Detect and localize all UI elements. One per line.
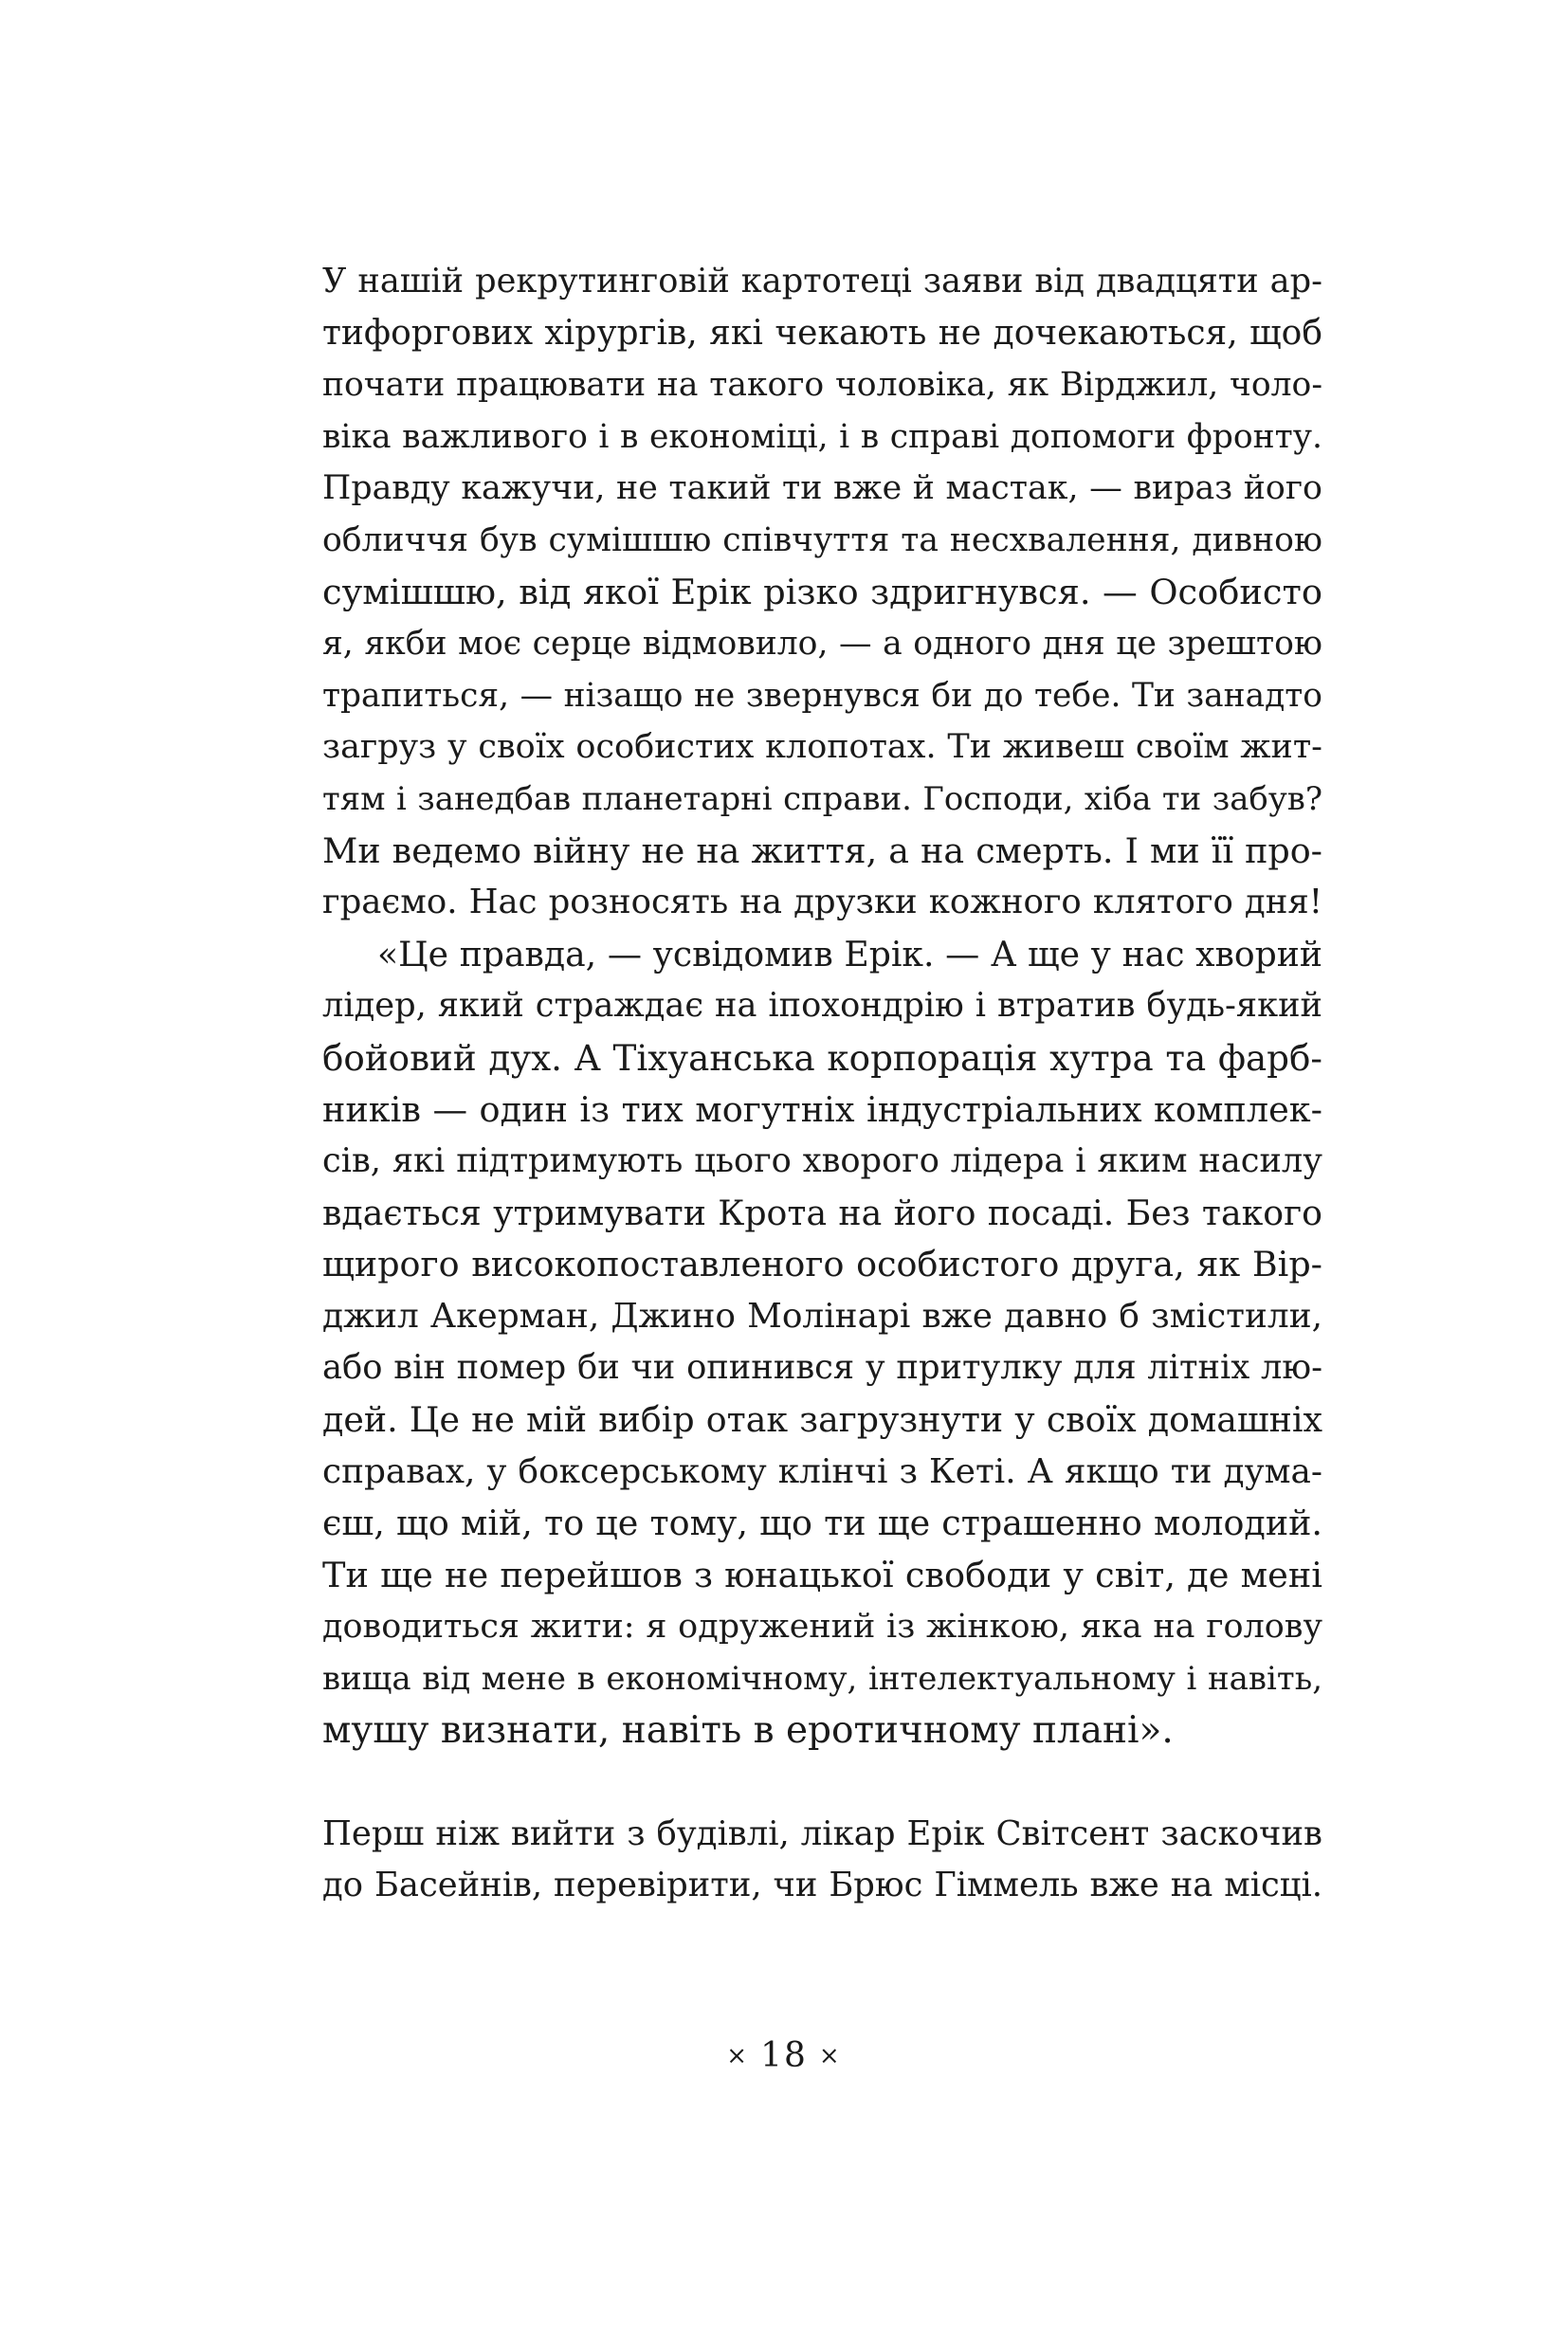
text-line: сумішшю, від якої Ерік різко здригнувся. — Особисто <box>322 571 1322 612</box>
text-line: джил Акерман, Джино Молінарі вже давно б змістили, <box>322 1296 1322 1336</box>
text-line: тям і занедбав планетарні справи. Господи, хіба ти забув? <box>322 779 1322 817</box>
text-line: «Це правда, — усвідомив Ерік. — А ще у нас хворий <box>377 933 1322 975</box>
text-line: ників — один із тих могутніх індустріальних комплек- <box>322 1088 1322 1130</box>
text-line: лідер, який страждає на іпохондрію і втратив будь-який <box>322 986 1322 1026</box>
paragraph-3 <box>322 1809 1322 1912</box>
text-line: тифоргових хірургів, які чекають не дочекаються, щоб <box>322 313 1322 353</box>
text-line: справах, у боксерському клінчі з Кеті. А якщо ти дума- <box>322 1451 1322 1491</box>
text-line: Перш ніж вийти з будівлі, лікар Ерік Світсент заскочив <box>322 1813 1322 1853</box>
paragraph-2 <box>322 929 1322 1758</box>
folio-ornament-left: × <box>726 2042 750 2070</box>
text-line: я, якби моє серце відмовило, — а одного дня це зрештою <box>322 625 1322 664</box>
text-line: вища від мене в економічному, інтелектуальному і навіть, <box>322 1660 1322 1699</box>
text-line: почати працювати на такого чоловіка, як Вірджил, чоло- <box>322 366 1322 405</box>
text-line: граємо. Нас розносять на друзки кожного клятого дня! <box>322 883 1322 922</box>
section-break <box>322 1757 1322 1809</box>
text-line: мушу визнати, навіть в еротичному плані». <box>322 1708 1174 1752</box>
text-line: бойовий дух. А Тіхуанська корпорація хутра та фарб- <box>322 1036 1322 1079</box>
text-line: єш, що мій, то це тому, що ти ще страшенно молодий. <box>322 1503 1322 1544</box>
text-line: Ти ще не перейшов з юнацької свободи у світ, де мені <box>322 1554 1322 1595</box>
text-line: трапиться, — нізащо не звернувся би до тебе. Ти занадто <box>322 676 1322 715</box>
text-line: сів, які підтримують цього хворого лідера і яким насилу <box>322 1141 1322 1181</box>
text-line: до Басейнів, перевірити, чи Брюс Гіммель вже на місці. <box>322 1866 1322 1905</box>
text-line: дей. Це не мій вибір отак загрузнути у своїх домашніх <box>322 1399 1322 1441</box>
text-line: віка важливого і в економіці, і в справі допомоги фронту. <box>322 417 1322 456</box>
page-number-footer <box>0 2036 1568 2075</box>
folio-ornament-right: × <box>818 2042 842 2070</box>
body-text <box>322 256 1322 1912</box>
text-line: загруз у своїх особистих клопотах. Ти живеш своїм жит- <box>322 728 1322 767</box>
text-line: вдається утримувати Крота на його посаді. Без такого <box>322 1192 1322 1233</box>
text-line: або він помер би чи опинився у притулку для літніх лю- <box>322 1348 1322 1388</box>
text-line: щирого високопоставленого особистого друга, як Вір- <box>322 1244 1322 1285</box>
paragraph-1 <box>322 256 1322 929</box>
text-line: обличчя був сумішшю співчуття та несхвалення, дивною <box>322 520 1322 559</box>
text-line: доводиться жити: я одружений із жінкою, яка на голову <box>322 1608 1322 1647</box>
text-line: Ми ведемо війну не на життя, а на смерть. І ми її про- <box>322 829 1322 871</box>
text-line: Правду кажучи, не такий ти вже й мастак, — вираз його <box>322 469 1322 508</box>
page-number: 18 <box>760 2036 808 2075</box>
text-line: У нашій рекрутинговій картотеці заяви від двадцяти ар- <box>322 262 1322 301</box>
